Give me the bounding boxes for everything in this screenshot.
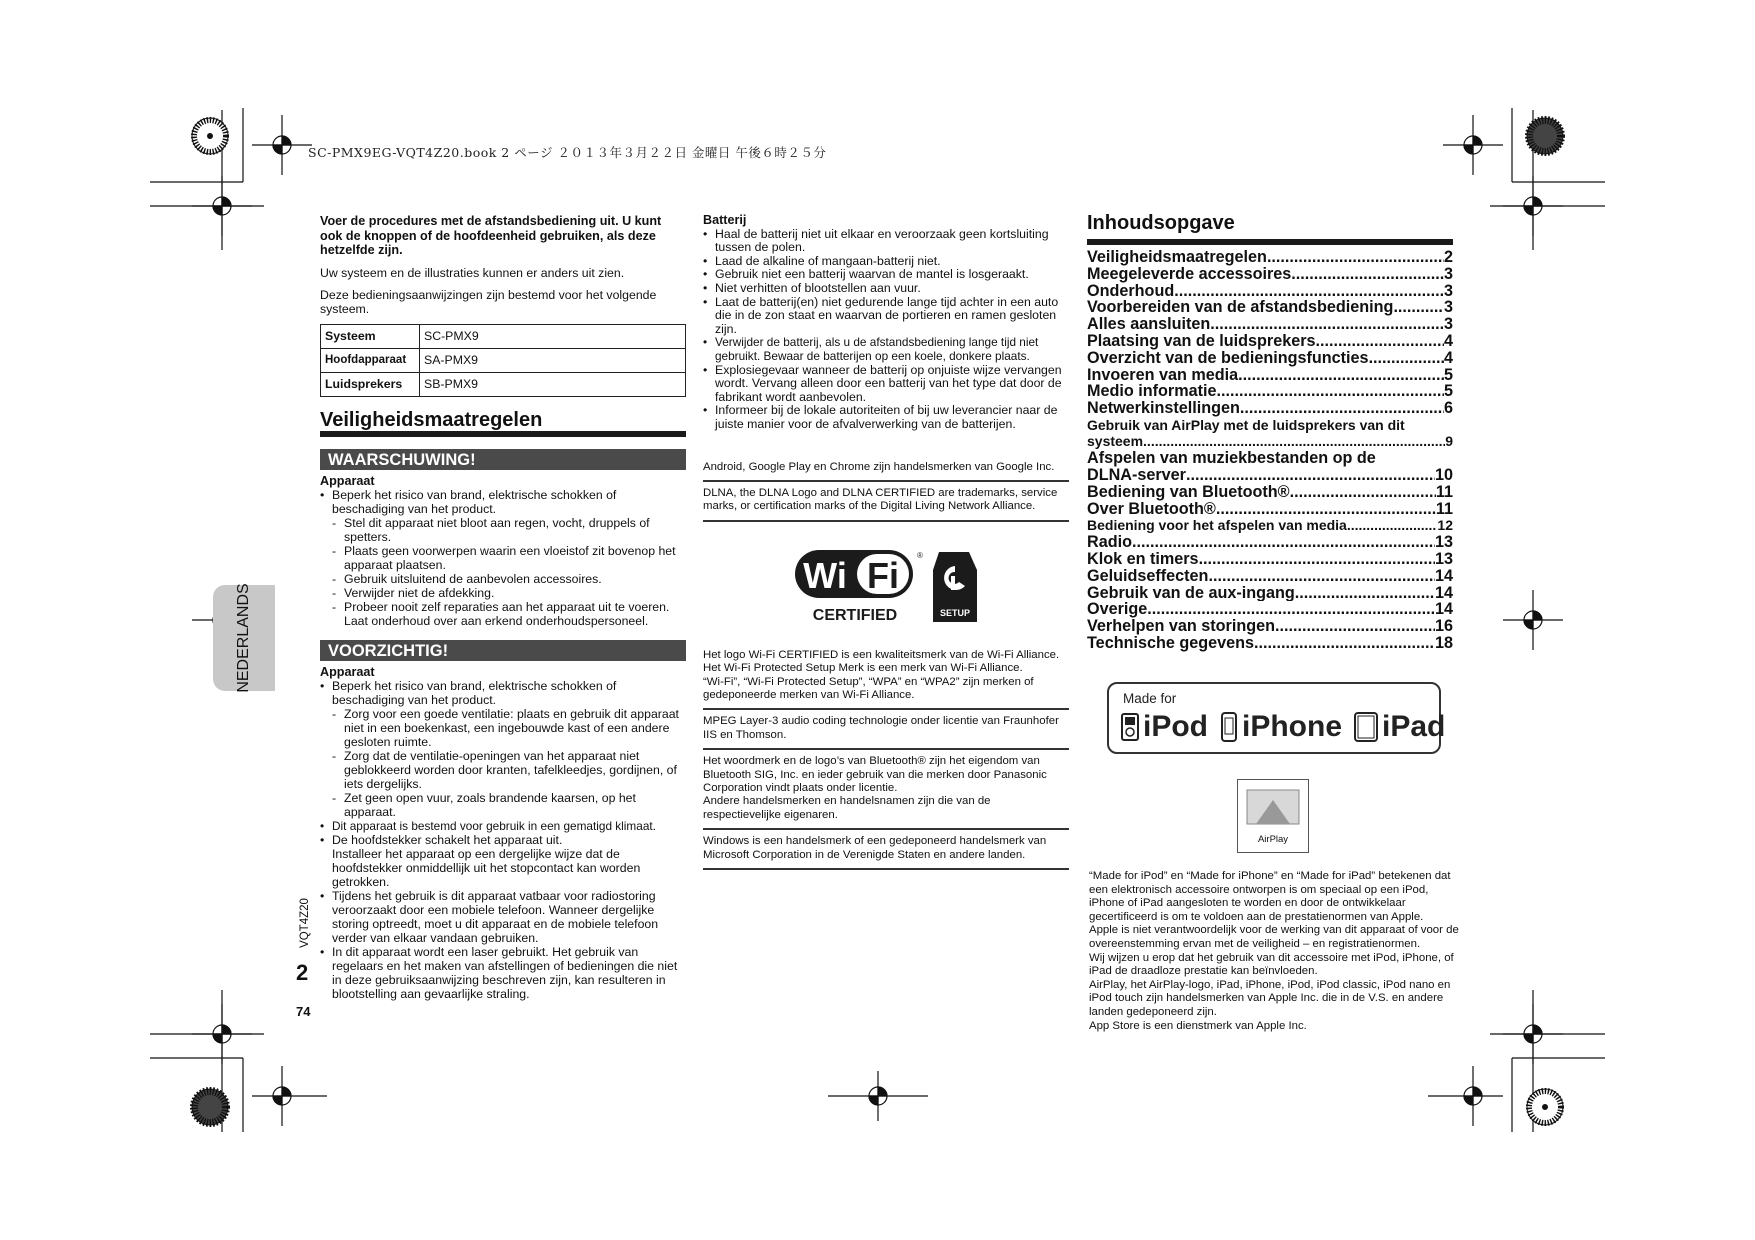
svg-text:®: ® (917, 550, 923, 560)
airplay-logo (1237, 779, 1309, 853)
page-code: VQT4Z20 (299, 898, 311, 948)
trademark-note: Windows is een handelsmerk of een gedeponeerd handelsmerk van Microsoft Corporation in de Verenigde Staten en andere landen. (703, 830, 1069, 870)
list-item: • Niet verhitten of blootstellen aan vuur. (703, 282, 1069, 296)
table-cell: Hoofdapparaat (321, 348, 420, 372)
made-for-apple-badge (1107, 682, 1446, 754)
list-item: - Verwijder niet de afdekking. (320, 586, 686, 600)
list-item: - Stel dit apparaat niet bloot aan regen, vocht, druppels of spetters. (320, 516, 686, 544)
list-item: • Verwijder de batterij, als u de afstandsbediening lange tijd niet gebruikt. Bewaar de batterijen op een koele, donkere plaats. (703, 336, 1069, 363)
list-item: • Beperk het risico van brand, elektrische schokken of beschadiging van het product. (320, 488, 686, 516)
warning-list (320, 488, 686, 516)
wifi-certified-text: CERTIFIED (812, 606, 898, 624)
table-row (321, 372, 686, 396)
toc-entry[interactable]: Technische gegevens ..... 18 (1087, 635, 1453, 652)
ipad-label: iPad (1382, 710, 1446, 743)
toc-entry[interactable]: Meegeleverde accessoires ..... 3 (1087, 266, 1453, 283)
list-item: - Zorg voor een goede ventilatie: plaats en gebruik dit apparaat niet in een boekenkast, een ingebouwde kast of een andere gesloten ruimte. (320, 707, 686, 749)
toc-list (1087, 249, 1453, 652)
wifi-certified-logo (703, 522, 1069, 644)
ipod-icon (1121, 712, 1139, 742)
list-item: • Beperk het risico van brand, elektrische schokken of beschadiging van het product. (320, 679, 686, 707)
intro-bold: Voer de procedures met de afstandsbediening uit. U kunt ook de knoppen of de hoofdeenheid gebruiken, als deze hetzelfde zijn. (320, 214, 662, 257)
apple-legal-text: “Made for iPod” en “Made for iPhone” en “Made for iPad” betekenen dat een elektronisch accessoire ontworpen is om speciaal op een iPod, iPhone of iPad aangesloten te worden en door de ontwikkelaar gecertificeerd is om te voldoen aan de prestatienormen van Apple. Apple is niet verantwoordelijk voor de werking van dit apparaat of voor de overeenstemming ervan met de veiligheid – en registratienormen. Wij wijzen u erop dat het gebruik van dit accessoire met iPod, iPhone, of iPad de draadloze prestatie kan beïnvloeden. AirPlay, het AirPlay-logo, iPad, iPhone, iPod, iPod classic, iPod nano en iPod touch zijn handelsmerken van Apple Inc. die in de V.S. en andere landen gedeponeerd zijn. App Store is een dienstmerk van Apple Inc. (1089, 870, 1459, 1032)
toc-entry[interactable]: Gebruik van de aux-ingang ..... 14 (1087, 585, 1453, 602)
toc-entry[interactable]: Invoeren van media ..... 5 (1087, 367, 1453, 384)
toc-entry[interactable]: Over Bluetooth® ..... 11 (1087, 501, 1453, 518)
toc-entry[interactable]: Plaatsing van de luidsprekers ..... 4 (1087, 333, 1453, 350)
print-header: SC-PMX9EG-VQT4Z20.book 2 ページ ２０１３年３月２２日 金曜日 午後６時２５分 (308, 145, 827, 160)
page-number-small: 74 (296, 1004, 311, 1019)
svg-text:Wi: Wi (803, 554, 847, 596)
wifi-logo-area (703, 522, 1069, 644)
toc-title: Inhoudsopgave (1087, 212, 1453, 245)
iphone-label: iPhone (1242, 710, 1343, 743)
table-cell: Systeem (321, 324, 420, 348)
toc-entry[interactable]: Veiligheidsmaatregelen ..... 2 (1087, 249, 1453, 266)
toc-entry[interactable]: Overzicht van de bedieningsfuncties ..... 4 (1087, 350, 1453, 367)
system-table (320, 324, 686, 397)
column-2 (703, 214, 1069, 870)
column-1 (320, 214, 686, 1001)
toc-entry[interactable]: DLNA-server ..... 10 (1087, 467, 1453, 484)
list-item: - Plaats geen voorwerpen waarin een vloeistof zit bovenop het apparaat plaatsen. (320, 544, 686, 572)
language-tab-label: NEDERLANDS (235, 583, 252, 693)
table-row (321, 324, 686, 348)
wifi-protected-setup-icon (933, 552, 977, 622)
table-cell: SC-PMX9 (420, 324, 686, 348)
table-row (321, 348, 686, 372)
list-item: - Zorg dat de ventilatie-openingen van het apparaat niet geblokkeerd worden door kranten, tafelkleedjes, gordijnen, of iets dergelijks. (320, 749, 686, 791)
caution-list (320, 679, 686, 707)
battery-title: Batterij (703, 213, 747, 227)
toc-entry-dlna-line[interactable]: Afspelen van muziekbestanden op de (1087, 450, 1376, 468)
subsection-title: Apparaat (320, 664, 375, 679)
list-item: - Zet geen open vuur, zoals brandende kaarsen, op het apparaat. (320, 791, 686, 819)
list-item: • In dit apparaat wordt een laser gebruikt. Het gebruik van regelaars en het maken van afstellingen of bedieningen die niet in deze gebruiksaanwijzing beschreven zijn, kan resulteren in blootstelling aan gevaarlijke straling. (320, 945, 686, 1001)
caution-dash-list (320, 707, 686, 819)
toc-entry[interactable]: systeem ..... 9 (1087, 433, 1453, 450)
list-item: - Probeer nooit zelf reparaties aan het apparaat uit te voeren. Laat onderhoud over aan erkend onderhoudspersoneel. (320, 600, 686, 628)
airplay-label: AirPlay (1257, 834, 1289, 845)
table-cell: Luidsprekers (321, 372, 420, 396)
table-of-contents (1087, 212, 1453, 652)
toc-entry[interactable]: Bediening van Bluetooth® ..... 11 (1087, 484, 1453, 501)
svg-text:Fi: Fi (867, 554, 899, 596)
list-item: • Informeer bij de lokale autoriteiten of bij uw leverancier naar de juiste manier voor de afvalverwerking van de batterijen. (703, 404, 1069, 431)
toc-entry[interactable]: Geluidseffecten ..... 14 (1087, 568, 1453, 585)
table-cell: SB-PMX9 (420, 372, 686, 396)
toc-entry-airplay-line[interactable]: Gebruik van AirPlay met de luidsprekers van dit (1087, 416, 1405, 433)
table-cell: SA-PMX9 (420, 348, 686, 372)
toc-entry[interactable]: Alles aansluiten ..... 3 (1087, 316, 1453, 333)
warning-dash-list (320, 516, 686, 628)
subsection-title: Apparaat (320, 473, 375, 488)
iphone-icon (1220, 712, 1238, 742)
wifi-note: Het logo Wi-Fi CERTIFIED is een kwaliteitsmerk van de Wi-Fi Alliance. Het Wi-Fi Protected Setup Merk is een merk van Wi-Fi Alliance. “Wi-Fi”, “Wi-Fi Protected Setup”, “WPA” en “WPA2” zijn merken of gedeponeerde merken van Wi-Fi Alliance. (703, 644, 1069, 711)
list-item: • Haal de batterij niet uit elkaar en veroorzaak geen kortsluiting tussen de polen. (703, 228, 1069, 255)
list-item: • Laat de batterij(en) niet gedurende lange tijd achter in een auto die in de zon staat en waarvan de portieren en ramen gesloten zijn. (703, 296, 1069, 337)
toc-entry[interactable]: Overige ..... 14 (1087, 601, 1453, 618)
trademark-note: Het woordmerk en de logo’s van Bluetooth® zijn het eigendom van Bluetooth SIG, Inc. en ieder gebruik van die merken door Panasonic Corporation vindt plaats onder licentie. Andere handelsmerken en handelsnamen zijn die van de respectievelijke eigenaren. (703, 750, 1069, 830)
list-item: • Gebruik niet een batterij waarvan de mantel is losgeraakt. (703, 268, 1069, 282)
list-item: • De hoofdstekker schakelt het apparaat uit. Installeer het apparaat op een dergelijke wijze dat de hoofdstekker onmiddellijk uit het stopcontact kan worden getrokken. (320, 833, 686, 889)
trademark-note: Android, Google Play en Chrome zijn handelsmerken van Google Inc. (703, 456, 1069, 482)
list-item: • Explosiegevaar wanneer de batterij op onjuiste wijze vervangen wordt. Vervang alleen door een batterij van het type dat door de fabrikant wordt aanbevolen. (703, 364, 1069, 405)
section-title: Veiligheidsmaatregelen (320, 413, 686, 437)
list-item: • Tijdens het gebruik is dit apparaat vatbaar voor radiostoring veroorzaakt door een mobiele telefoon. Wanneer dergelijke storing optreedt, moet u dit apparaat en de mobiele telefoon verder van elkaar vandaan gebruiken. (320, 889, 686, 945)
svg-text:SETUP: SETUP (939, 607, 971, 618)
toc-entry[interactable]: Onderhoud ..... 3 (1087, 283, 1453, 300)
toc-entry[interactable]: Radio ..... 13 (1087, 534, 1453, 551)
list-item: • Laad de alkaline of mangaan-batterij niet. (703, 255, 1069, 269)
ipad-icon (1354, 712, 1378, 742)
ipod-label: iPod (1143, 710, 1208, 743)
page-number: 2 (296, 960, 309, 985)
warning-bar: WAARSCHUWING! (320, 449, 686, 470)
more-list (320, 819, 686, 1001)
list-item: - Gebruik uitsluitend de aanbevolen accessoires. (320, 572, 686, 586)
battery-list (703, 228, 1069, 432)
intro-paragraph: Uw systeem en de illustraties kunnen er anders uit zien. (320, 265, 625, 280)
list-item: • Dit apparaat is bestemd voor gebruik in een gematigd klimaat. (320, 819, 686, 833)
toc-entry[interactable]: Klok en timers ..... 13 (1087, 551, 1453, 568)
made-for-devices (1121, 710, 1445, 744)
toc-entry[interactable]: Voorbereiden van de afstandsbediening ..... 3 (1087, 299, 1453, 316)
intro-paragraph: Deze bedieningsaanwijzingen zijn bestemd voor het volgende systeem. (320, 287, 657, 316)
toc-entry[interactable]: Netwerkinstellingen ..... 6 (1087, 400, 1453, 417)
toc-entry[interactable]: Medio informatie ..... 5 (1087, 383, 1453, 400)
toc-entry[interactable]: Verhelpen van storingen ..... 16 (1087, 618, 1453, 635)
toc-entry[interactable]: Bediening voor het afspelen van media ..... 12 (1087, 517, 1453, 534)
trademark-note: DLNA, the DLNA Logo and DLNA CERTIFIED are trademarks, service marks, or certification marks of the Digital Living Network Alliance. (703, 482, 1069, 522)
caution-bar: VOORZICHTIG! (320, 640, 686, 661)
airplay-icon (1238, 780, 1308, 834)
made-for-label: Made for (1123, 691, 1177, 706)
trademark-note: MPEG Layer-3 audio coding technologie onder licentie van Fraunhofer IIS en Thomson. (703, 710, 1069, 750)
